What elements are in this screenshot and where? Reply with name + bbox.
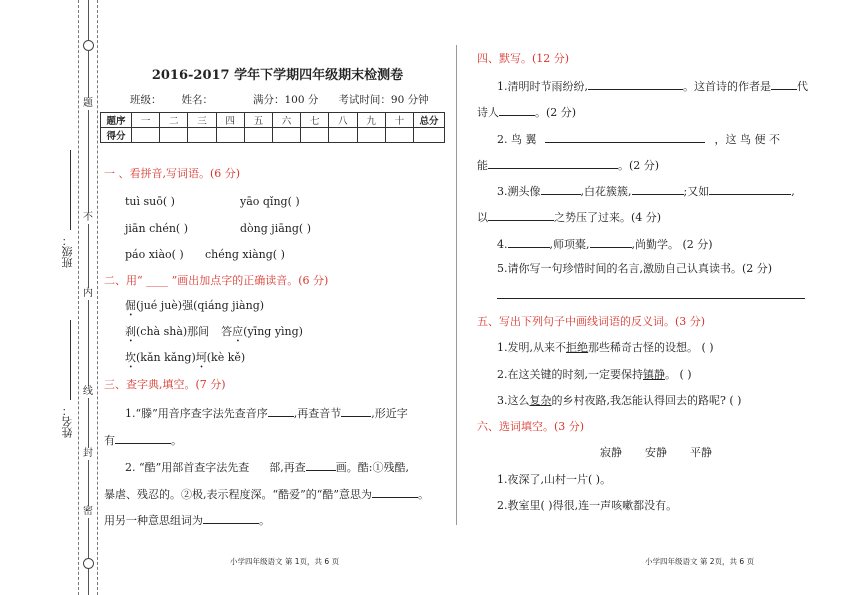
footer-page-1: 小学四年级语文 第 1页，共 6 页 bbox=[230, 557, 340, 566]
q5-line bbox=[497, 394, 741, 408]
name-write-line bbox=[70, 320, 71, 400]
answer-blank[interactable] bbox=[203, 512, 259, 524]
score-table-header-row bbox=[101, 113, 445, 128]
word-choice: 安静 bbox=[645, 446, 667, 459]
column-divider bbox=[456, 45, 457, 525]
text: 3.溯头像 bbox=[497, 185, 541, 198]
text: ,白花簇簇, bbox=[580, 185, 632, 198]
text: 以 bbox=[477, 211, 488, 224]
text: 2. “酷”用部首查字法先查 bbox=[125, 461, 250, 474]
q4-line bbox=[497, 236, 713, 252]
q5-heading: 五、写出下列句子中画线词语的反义词。(3 分) bbox=[477, 315, 706, 328]
dotted-char: 倔 bbox=[125, 299, 136, 312]
text: 。 bbox=[259, 514, 270, 527]
score-input-cell[interactable] bbox=[188, 128, 216, 143]
score-input-cell[interactable] bbox=[244, 128, 272, 143]
answer-blank[interactable] bbox=[545, 131, 705, 143]
text: ,再查音节 bbox=[293, 407, 342, 420]
score-cell: 一 bbox=[132, 113, 160, 128]
score-input-cell[interactable] bbox=[301, 128, 329, 143]
q6-heading: 六、选词填空。(3 分) bbox=[477, 420, 585, 433]
word-choice: 寂静 bbox=[600, 446, 622, 459]
dotted-char: 坷 bbox=[195, 351, 207, 364]
text: ,尚勤学。 (2 分) bbox=[631, 238, 713, 251]
pinyin-item: chéng xiàng( ) bbox=[205, 248, 285, 261]
pinyin-item: jiān chén( ) bbox=[125, 222, 188, 235]
text: 。(2 分) bbox=[618, 159, 660, 172]
score-table-score-row bbox=[101, 128, 445, 143]
answer-blank[interactable] bbox=[508, 236, 550, 248]
binding-dashed-line bbox=[78, 0, 79, 595]
seal-char: 密 bbox=[83, 506, 93, 517]
pinyin-item: páo xiào( ) bbox=[125, 248, 184, 261]
word-choice: 平静 bbox=[690, 446, 712, 459]
score-input-cell[interactable] bbox=[357, 128, 385, 143]
answer-blank[interactable] bbox=[372, 486, 418, 498]
q6-line: 2.教室里( )得很,连一声咳嗽都没有。 bbox=[497, 499, 678, 512]
text: 用另一种意思组词为 bbox=[104, 514, 203, 527]
q4-line: 5.请你写一句珍惜时间的名言,激励自己认真读书。(2 分) bbox=[497, 262, 773, 275]
q4-line bbox=[477, 104, 576, 120]
q3-line bbox=[125, 459, 409, 475]
side-class-label: 班级： bbox=[61, 235, 74, 268]
q4-line bbox=[497, 183, 795, 199]
answer-blank[interactable] bbox=[541, 183, 581, 195]
q1-heading: 一 、看拼音,写词语。(6 分) bbox=[104, 167, 241, 180]
text: 画。酷:①残酷, bbox=[335, 461, 409, 474]
reading-options: (yīng yìng) bbox=[243, 325, 303, 338]
q4-line bbox=[477, 157, 659, 173]
dotted-char: 刹 bbox=[125, 325, 136, 338]
class-field: 班级： bbox=[130, 94, 162, 106]
text: 那些稀奇古怪的设想。 ( ) bbox=[588, 341, 714, 354]
exam-title: 2016-2017 学年下学期四年级期末检测卷 bbox=[151, 68, 404, 83]
score-input-cell[interactable] bbox=[329, 128, 357, 143]
text: 。 bbox=[171, 434, 182, 447]
text: 的乡村夜路,我怎能认得回去的路呢? ( ) bbox=[551, 394, 742, 407]
q3-line bbox=[104, 512, 270, 528]
pinyin-item: dòng jiāng( ) bbox=[240, 222, 311, 235]
text: 1.清明时节雨纷纷, bbox=[497, 80, 588, 93]
text: 暴虐、残忍的。②极,表示程度深。“酷爱”的“酷”意思为 bbox=[104, 488, 372, 501]
seal-char: 封 bbox=[83, 448, 93, 459]
name-field: 姓名： bbox=[181, 94, 213, 106]
answer-blank[interactable] bbox=[115, 432, 171, 444]
q4-line bbox=[497, 131, 780, 147]
score-cell: 八 bbox=[329, 113, 357, 128]
seal-char: 内 bbox=[83, 288, 93, 299]
score-input-cell[interactable] bbox=[132, 128, 160, 143]
seal-char: 题 bbox=[83, 98, 93, 109]
exam-info bbox=[130, 92, 429, 107]
text: 1.发明,从来不 bbox=[497, 341, 566, 354]
score-cell: 九 bbox=[357, 113, 385, 128]
reading-options: (qiáng jiàng) bbox=[193, 299, 265, 312]
dotted-char: 坎 bbox=[125, 351, 136, 364]
seal-char: 线 bbox=[83, 386, 93, 397]
binding-margin bbox=[0, 0, 100, 595]
class-write-line bbox=[70, 150, 71, 230]
answer-blank[interactable] bbox=[632, 183, 684, 195]
reading-options: (kè kě) bbox=[206, 351, 246, 364]
q4-line bbox=[497, 78, 808, 94]
text: 代 bbox=[797, 80, 808, 93]
reading-options: (chà shà)那间 bbox=[136, 325, 210, 338]
answer-blank[interactable] bbox=[268, 405, 294, 417]
text: ,形近字 bbox=[371, 407, 408, 420]
text: , bbox=[791, 185, 795, 198]
plain-char: 强 bbox=[182, 299, 194, 312]
answer-blank[interactable] bbox=[590, 236, 632, 248]
answer-blank[interactable] bbox=[499, 104, 535, 116]
seal-char: 不 bbox=[83, 212, 93, 223]
text: 4. bbox=[497, 238, 508, 251]
score-input-cell[interactable] bbox=[385, 128, 413, 143]
score-cell: 四 bbox=[216, 113, 244, 128]
score-input-cell[interactable] bbox=[272, 128, 300, 143]
text: 。(2 分) bbox=[535, 106, 577, 119]
text: 。这首诗的作者是 bbox=[683, 80, 771, 93]
q3-line bbox=[104, 432, 182, 448]
text: 2. 鸟 翼 bbox=[497, 133, 537, 146]
pinyin-item: yāo qǐng( ) bbox=[240, 195, 300, 208]
score-cell: 二 bbox=[160, 113, 188, 128]
q5-line bbox=[497, 368, 692, 382]
score-table bbox=[100, 112, 445, 143]
q6-line: 1.夜深了,山村一片( )。 bbox=[497, 473, 612, 486]
text: ;又如 bbox=[683, 185, 710, 198]
score-cell: 五 bbox=[244, 113, 272, 128]
score-input-cell[interactable] bbox=[414, 128, 445, 143]
underlined-word: 复杂 bbox=[529, 394, 552, 407]
score-cell: 题序 bbox=[101, 113, 132, 128]
q3-heading: 三、查字典,填空。(7 分) bbox=[104, 378, 226, 391]
text: 诗人 bbox=[477, 106, 499, 119]
binding-dashed-line bbox=[97, 0, 98, 595]
answer-blank[interactable] bbox=[341, 405, 371, 417]
score-cell: 三 bbox=[188, 113, 216, 128]
answer-blank[interactable] bbox=[306, 459, 336, 471]
q5-line bbox=[497, 341, 714, 355]
text: 有 bbox=[104, 434, 115, 447]
pinyin-item: tuì suō( ) bbox=[125, 195, 175, 208]
answer-blank[interactable] bbox=[488, 157, 618, 169]
text: 之势压了过来。(4 分) bbox=[554, 211, 662, 224]
plain-char: 答 bbox=[221, 325, 233, 338]
reading-options: (kǎn kǎng) bbox=[136, 351, 196, 364]
q3-line bbox=[104, 486, 429, 502]
answer-blank[interactable] bbox=[488, 209, 554, 221]
score-input-cell[interactable] bbox=[160, 128, 188, 143]
exam-time: 考试时间：90 分钟 bbox=[338, 94, 429, 106]
text: 3.这么 bbox=[497, 394, 530, 407]
q4-heading: 四、默写。(12 分) bbox=[477, 52, 570, 65]
text: ,师项橐, bbox=[549, 238, 590, 251]
score-cell: 六 bbox=[272, 113, 300, 128]
full-score: 满分：100 分 bbox=[253, 94, 319, 106]
reading-options: (jué juè) bbox=[136, 299, 183, 312]
text: 。 bbox=[418, 488, 429, 501]
q4-line bbox=[477, 209, 661, 225]
reading-item bbox=[125, 299, 264, 319]
reading-item bbox=[125, 351, 245, 371]
text: 能 bbox=[477, 159, 488, 172]
score-cell: 总分 bbox=[414, 113, 445, 128]
underlined-word: 镇静 bbox=[643, 368, 665, 381]
q2-heading: 二、用“ ____ ”画出加点字的正确读音。(6 分) bbox=[104, 274, 329, 287]
dotted-char: 应 bbox=[232, 325, 244, 338]
reading-item bbox=[125, 325, 303, 345]
answer-blank[interactable] bbox=[588, 78, 683, 90]
text: 2.在这关键的时刻,一定要保持 bbox=[497, 368, 643, 381]
text: 。 ( ) bbox=[665, 368, 692, 381]
q3-line bbox=[125, 405, 408, 421]
text: 部,再查 bbox=[269, 461, 306, 474]
underlined-word: 拒绝 bbox=[566, 341, 588, 354]
answer-line[interactable] bbox=[497, 298, 805, 299]
score-cell: 七 bbox=[301, 113, 329, 128]
answer-blank[interactable] bbox=[709, 183, 791, 195]
score-input-cell[interactable] bbox=[216, 128, 244, 143]
score-cell: 得分 bbox=[101, 128, 132, 143]
seal-circle bbox=[83, 558, 94, 569]
text: ，这 鸟 便 不 bbox=[714, 133, 780, 146]
side-name-label: 姓名： bbox=[61, 405, 74, 438]
footer-page-2: 小学四年级语文 第 2页，共 6 页 bbox=[645, 557, 755, 566]
seal-circle bbox=[83, 40, 94, 51]
answer-blank[interactable] bbox=[771, 78, 797, 90]
score-cell: 十 bbox=[385, 113, 413, 128]
text: 1.“滕”用音序查字法先查音序 bbox=[125, 407, 268, 420]
